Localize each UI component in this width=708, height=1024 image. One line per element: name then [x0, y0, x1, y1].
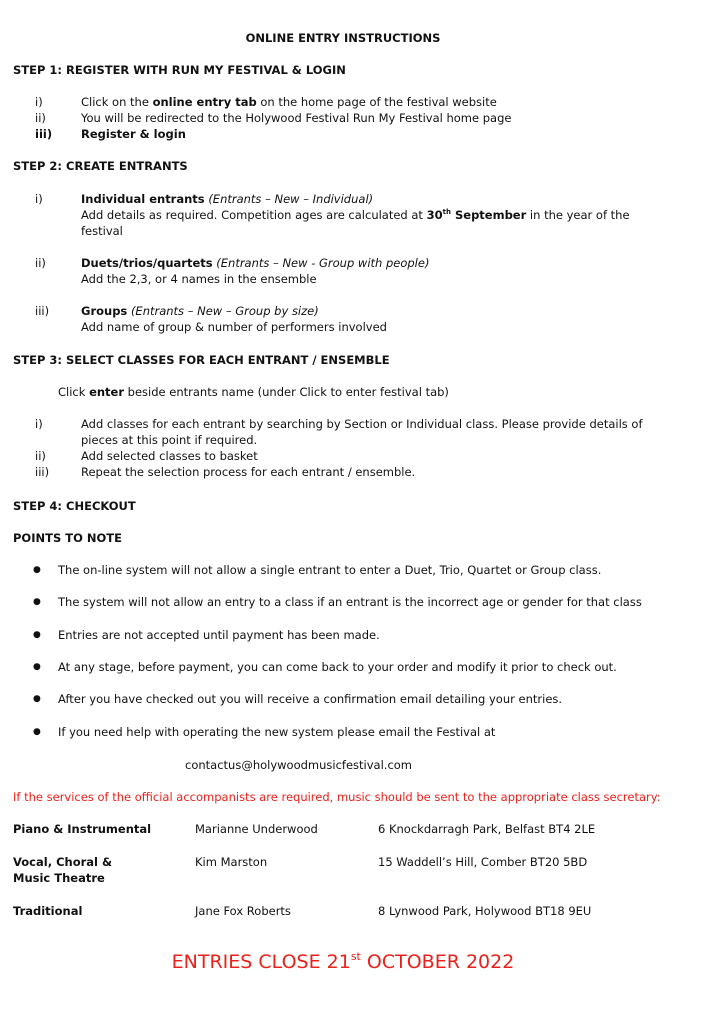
step2-individual-title	[81, 191, 373, 207]
step3-item-2: Add selected classes to basket	[81, 449, 258, 463]
step2-duets-details: Add the 2,3, or 4 names in the ensemble	[81, 272, 317, 286]
secretary-category: Piano & Instrumental	[13, 822, 152, 836]
online-entry-tab-text: online entry tab	[152, 95, 257, 109]
secretary-category-cont: Music Theatre	[13, 871, 105, 885]
point-5: After you have checked out you will receive a confirmation email detailing your entries.	[58, 692, 563, 706]
bullet-icon: ●	[33, 662, 41, 672]
step2-individual-details	[81, 207, 630, 223]
enter-label: enter	[89, 385, 125, 399]
entries-close-suffix: st	[350, 950, 361, 963]
page-title: ONLINE ENTRY INSTRUCTIONS	[245, 31, 441, 45]
step4-heading: STEP 4: CHECKOUT	[13, 499, 136, 513]
secretary-category: Vocal, Choral &	[13, 855, 112, 869]
step2-groups-details: Add name of group & number of performers involved	[81, 320, 387, 334]
bullet-icon: ●	[33, 694, 41, 704]
step3-item-1: Add classes for each entrant by searching by Section or Individual class. Please provide details of	[81, 417, 643, 431]
step1-item-2: You will be redirected to the Holywood Festival Run My Festival home page	[81, 111, 512, 125]
secretary-name: Jane Fox Roberts	[195, 904, 291, 918]
step3-item-1-cont: pieces at this point if required.	[81, 433, 258, 447]
step1-item-2-num: ii)	[35, 111, 46, 125]
entries-close-banner	[0, 950, 686, 974]
contact-email-link[interactable]: contactus@holywoodmusicfestival.com	[185, 758, 413, 772]
step1-item-1-post: on the home page of the festival website	[256, 95, 497, 109]
duets-path: (Entrants – New - Group with people)	[216, 256, 430, 270]
step1-item-1-pre: Click on the	[81, 95, 153, 109]
step1-heading: STEP 1: REGISTER WITH RUN MY FESTIVAL & LOGIN	[13, 63, 346, 77]
step3-item-2-num: ii)	[35, 449, 46, 463]
secretary-name: Marianne Underwood	[195, 822, 318, 836]
point-3: Entries are not accepted until payment has been made.	[58, 628, 380, 642]
secretary-address: 8 Lynwood Park, Holywood BT18 9EU	[378, 904, 592, 918]
step2-groups-title	[81, 303, 319, 319]
step2-duets-num: ii)	[35, 256, 46, 270]
entries-close-pre: ENTRIES CLOSE 21	[171, 951, 351, 973]
step2-individual-num: i)	[35, 192, 43, 206]
bullet-icon: ●	[33, 597, 41, 607]
step1-item-1-num: i)	[35, 95, 43, 109]
cutoff-month: September	[454, 208, 527, 222]
step2-individual-details-cont: festival	[81, 224, 123, 238]
step3-intro-post: beside entrants name (under Click to enter festival tab)	[124, 385, 449, 399]
individual-entrants-path: (Entrants – New – Individual)	[208, 192, 374, 206]
cutoff-day: 30	[426, 208, 443, 222]
step2-groups-num: iii)	[35, 304, 50, 318]
point-2: The system will not allow an entry to a class if an entrant is the incorrect age or gender for that class	[58, 595, 642, 609]
duets-label: Duets/trios/quartets	[81, 256, 213, 270]
points-heading: POINTS TO NOTE	[13, 531, 122, 545]
cutoff-day-suffix: th	[442, 208, 451, 216]
point-4: At any stage, before payment, you can come back to your order and modify it prior to check out.	[58, 660, 617, 674]
bullet-icon: ●	[33, 630, 41, 640]
groups-label: Groups	[81, 304, 128, 318]
secretary-address: 6 Knockdarragh Park, Belfast BT4 2LE	[378, 822, 596, 836]
step1-item-1	[81, 94, 497, 110]
accompanists-note: If the services of the official accompanists are required, music should be sent to the appropriate class secretary:	[13, 790, 661, 804]
step3-intro	[58, 384, 449, 400]
step3-item-3-num: iii)	[35, 465, 50, 479]
step3-item-1-num: i)	[35, 417, 43, 431]
step3-heading: STEP 3: SELECT CLASSES FOR EACH ENTRANT / ENSEMBLE	[13, 353, 390, 367]
point-6: If you need help with operating the new system please email the Festival at	[58, 725, 496, 739]
entries-close-post: OCTOBER 2022	[360, 951, 515, 973]
secretary-name: Kim Marston	[195, 855, 268, 869]
step1-item-3-num: iii)	[35, 127, 53, 141]
bullet-icon: ●	[33, 727, 41, 737]
step2-duets-title	[81, 255, 429, 271]
bullet-icon: ●	[33, 565, 41, 575]
individual-entrants-label: Individual entrants	[81, 192, 205, 206]
step1-item-3: Register & login	[81, 127, 186, 141]
individual-details-post: in the year of the	[526, 208, 630, 222]
secretary-category: Traditional	[13, 904, 83, 918]
step3-item-3: Repeat the selection process for each entrant / ensemble.	[81, 465, 416, 479]
individual-details-pre: Add details as required. Competition ages are calculated at	[81, 208, 427, 222]
secretary-address: 15 Waddell’s Hill, Comber BT20 5BD	[378, 855, 588, 869]
step2-heading: STEP 2: CREATE ENTRANTS	[13, 159, 188, 173]
point-1: The on-line system will not allow a single entrant to enter a Duet, Trio, Quartet or Group class.	[58, 563, 602, 577]
groups-path: (Entrants – New – Group by size)	[130, 304, 319, 318]
step3-intro-pre: Click	[58, 385, 90, 399]
